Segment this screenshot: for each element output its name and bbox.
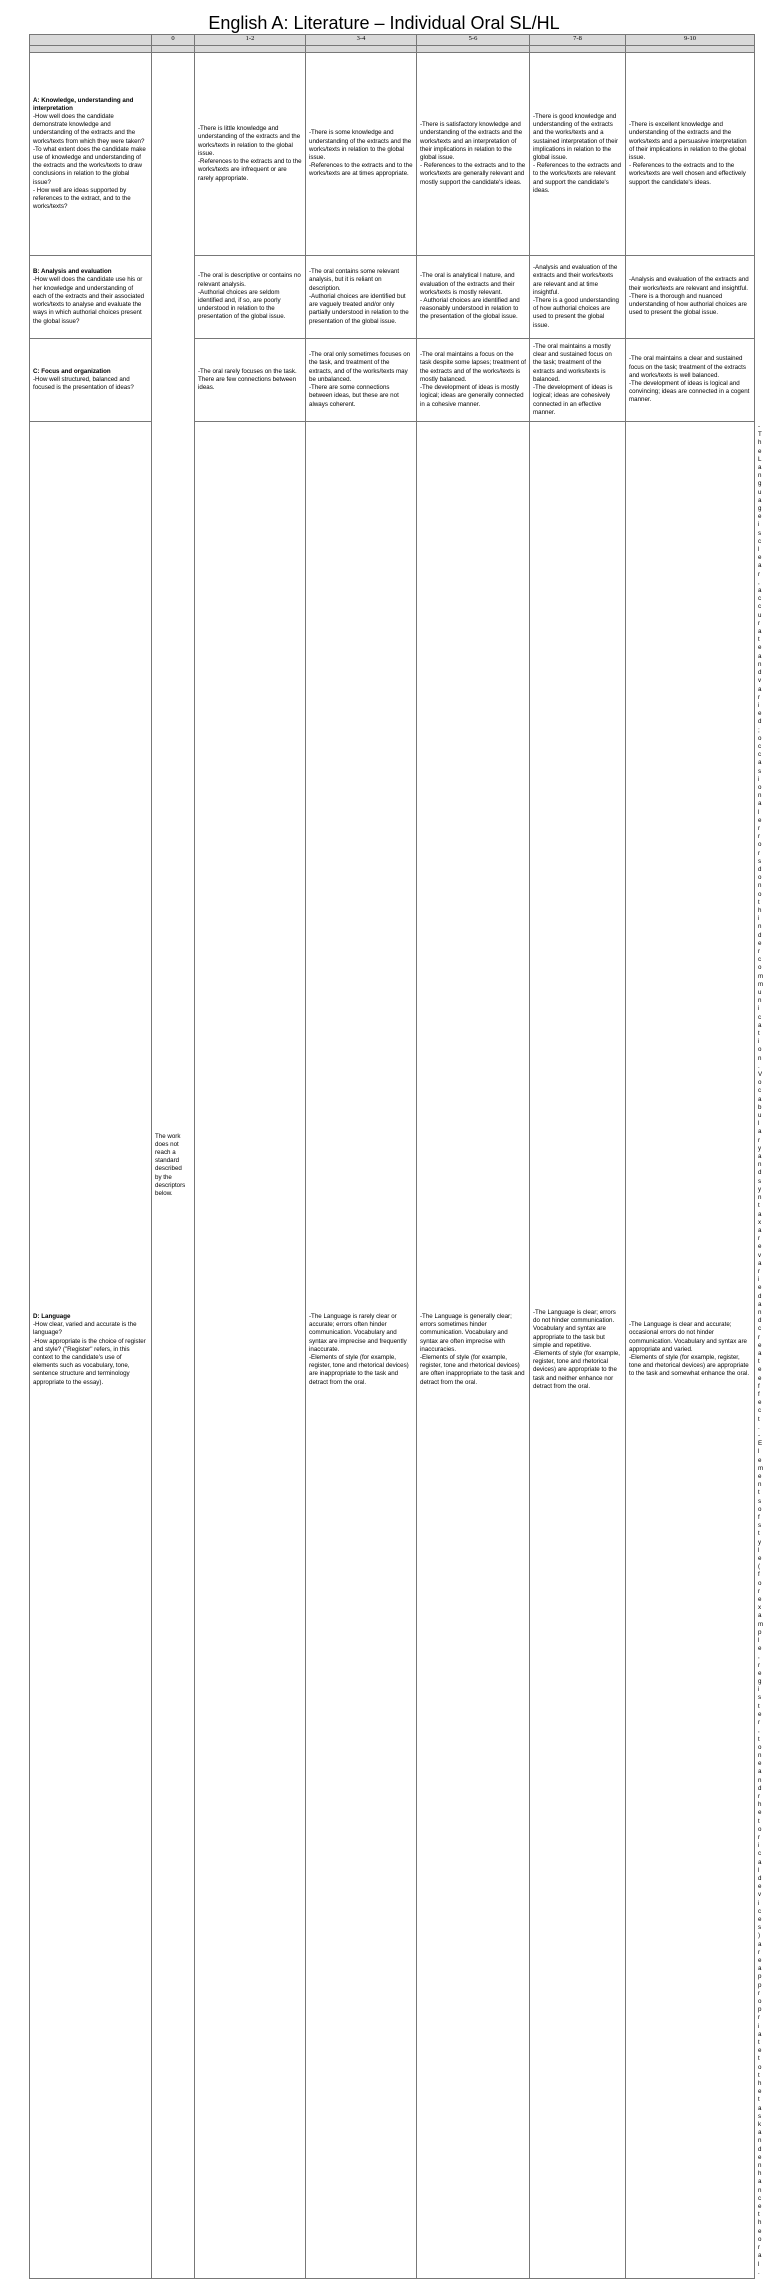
band-header-1-2: 1-2 (195, 35, 306, 46)
band-header-7-8: 7-8 (530, 35, 626, 46)
descriptor-cell (417, 53, 530, 256)
descriptor-line: -There is little knowledge and understanding of the extracts and the works/texts in relation to the global issue. (198, 125, 301, 157)
criterion-row-c (30, 339, 755, 422)
zero-line: The work (155, 1132, 181, 1140)
descriptor-line: -Authorial choices are seldom identified and, if so, are poorly understood in relation to the presentation of the global issue. (198, 288, 286, 321)
descriptor-cell (195, 339, 306, 422)
descriptor-line: -The oral only sometimes focuses on the task, and treatment of the extracts, and of the works/texts may be unbalanced. (309, 351, 411, 383)
descriptor-line: -The Language is clear and accurate; occasional errors do not hinder communication. Vocabulary and syntax are appropriate and varied. (629, 1321, 747, 1353)
descriptor-line: -The oral is analytical l nature, and evaluation of the extracts and their works/texts is mostly relevant. (420, 272, 515, 296)
descriptor-cell (530, 256, 626, 339)
band-header-row (30, 35, 755, 46)
criterion-question: -To what extent does the candidate make use of knowledge and understanding of the extracts and the works/texts to draw conclusions in relation to the global issue? (33, 145, 146, 186)
descriptor-line: -References to the extracts and to the works/texts are at times appropriate. (309, 162, 413, 178)
descriptor-line: -The Language is rarely clear or accurate; errors often hinder communication. Vocabulary and syntax are imprecise and frequently inaccurate. (309, 1313, 407, 1353)
zero-line: reach a (155, 1149, 176, 1157)
zero-line: by the (155, 1173, 172, 1181)
zero-line: does not (155, 1140, 179, 1148)
descriptor-line: -Analysis and evaluation of the extracts and their works/texts are relevant and at time insightful. (533, 264, 618, 296)
descriptor-cell (417, 339, 530, 422)
descriptor-line: -The oral maintains a clear and sustained focus on the task; treatment of the extracts and works/texts is well balanced. (629, 355, 746, 379)
criterion-b-description (30, 256, 152, 339)
descriptor-cell (195, 53, 306, 256)
descriptor-cell (417, 256, 530, 339)
descriptor-cell (626, 339, 755, 422)
criterion-question: - How well are ideas supported by references to the extract, and to the works/texts? (33, 186, 131, 211)
descriptor-cell (530, 422, 626, 2279)
descriptor-line: -The oral is descriptive or contains no relevant analysis. (198, 272, 301, 288)
descriptor-line: -The development of ideas is mostly logical; ideas are generally connected in a cohesive manner. (420, 384, 524, 408)
descriptor-line: - Authorial choices are identified and reasonably understood in relation to the presentation of the global issue. (420, 297, 520, 321)
spacer-row (30, 46, 755, 53)
descriptor-line: -The oral rarely focuses on the task. There are few connections between ideas. (198, 367, 297, 392)
descriptor-line: -There is a good understanding of how authorial choices are used to present the global issue. (533, 297, 619, 329)
band-header-9-10: 9-10 (626, 35, 755, 46)
criterion-row-b (30, 256, 755, 339)
descriptor-cell (417, 422, 530, 2279)
descriptor-line: -There is some knowledge and understanding of the extracts and the works/texts in relation to the global issue. (309, 129, 412, 161)
descriptor-line: -There is satisfactory knowledge and understanding of the extracts and the works/texts and an interpretation of their implications in relation to the global issue. (420, 121, 523, 161)
page-title: English A: Literature – Individual Oral SL/HL (208, 13, 560, 33)
zero-line: descriptors (155, 1181, 186, 1189)
descriptor-line: -Analysis and evaluation of the extracts and their works/texts are relevant and insightful. (629, 276, 749, 292)
descriptor-line: - References to the extracts and to the works/texts are well chosen and effectively support the candidate's ideas. (629, 162, 746, 186)
rubric-table (29, 34, 764, 2279)
criterion-title: C: Focus and organization (33, 367, 111, 375)
descriptor-line: -Elements of style (for example, register, tone and rhetorical devices) are appropriate to the task and neither enhance nor detract from the oral. (533, 1349, 620, 1390)
descriptor-line: -Elements of style (for example, register, tone and rhetorical devices) are inappropriate to the task and detract from the oral. (309, 1354, 409, 1386)
criterion-header (30, 35, 152, 46)
descriptor-line: -There are some connections between ideas, but these are not always coherent. (309, 384, 399, 408)
descriptor-cell (195, 256, 306, 339)
descriptor-line: -The oral maintains a mostly clear and sustained focus on the task; treatment of the extracts and works/texts is balanced. (533, 343, 612, 383)
descriptor-cell (306, 339, 417, 422)
descriptor-cell (626, 422, 755, 2279)
descriptor-line: -Elements of style (for example, register, tone and rhetorical devices) are often inappropriate to the task and detract from the oral. (420, 1354, 525, 1386)
descriptor-cell (530, 53, 626, 256)
descriptor-line: -References to the extracts and to the works/texts are infrequent or are rarely appropriate. (198, 158, 302, 182)
descriptor-cell (626, 256, 755, 339)
criterion-question: -How clear, varied and accurate is the language? (33, 1321, 137, 1337)
criterion-title: A: Knowledge, understanding and interpretation (33, 96, 134, 112)
criterion-question: -How appropriate is the choice of register and style? ("Register" refers, in this context to the candidate's use of elements such as vocabulary, tone, sentence structure and terminology appropriate to the essay). (33, 1337, 146, 1386)
criterion-question: -How well does the candidate demonstrate knowledge and understanding of the extracts and the works/texts from which they were taken? (33, 112, 145, 145)
descriptor-cell (530, 339, 626, 422)
descriptor-line: -Elements of style (for example, register, tone and rhetorical devices) are appropriate to the task and somewhat enhance the oral. (629, 1354, 750, 1378)
descriptor-line: -The Language is generally clear; errors sometimes hinder communication. Vocabulary and syntax are often imprecise with inaccuracies. (420, 1313, 512, 1353)
band-header-3-4: 3-4 (306, 35, 417, 46)
descriptor-line: -There is a thorough and nuanced understanding of how authorial choices are used to present the global issue. (629, 292, 747, 317)
descriptor-line: -The development of ideas is logical; ideas are cohesively connected in an effective manner. (533, 384, 613, 416)
band-0-empty-cell (195, 422, 306, 2279)
descriptor-cell (626, 53, 755, 256)
band-header-5-6: 5-6 (417, 35, 530, 46)
descriptor-cell (306, 256, 417, 339)
descriptor-line: -Authorial choices are identified but are vaguely treated and/or only partially understood in relation to the presentation of the global issue. (309, 292, 409, 325)
descriptor-line: -The Language is clear; errors do not hinder communication. Vocabulary and syntax are appropriate to the task but simple and repetitive. (533, 1308, 616, 1349)
criterion-d-description (30, 422, 152, 2279)
descriptor-line: - References to the extracts and to the works/texts are generally relevant and mostly support the candidate's ideas. (420, 162, 526, 186)
criterion-c-description (30, 339, 152, 422)
descriptor-cell (306, 53, 417, 256)
descriptor-line: -There is good knowledge and understanding of the extracts and the works/texts and a sustained interpretation of their implications in relation to the global issue. (533, 112, 618, 161)
descriptor-line: - References to the extracts and to the works/texts are relevant and support the candidate's ideas. (533, 162, 622, 194)
descriptor-line: -There is excellent knowledge and understanding of the extracts and the works/texts and a persuasive interpretation of their implications in relation to the global issue. (629, 121, 747, 161)
band-header-0: 0 (152, 35, 195, 46)
criterion-question: -How well structured, balanced and focused is the presentation of ideas? (33, 375, 134, 392)
criterion-question: -How well does the candidate use his or her knowledge and understanding of each of the extracts and their associated works/texts to analyse and evaluate the ways in which authorial choices present the global issue? (33, 276, 145, 325)
criterion-row-d: D: Language -How clear, varied and accurate is the language? -How appropriate is the choice of register and style? ("Register" refers, in this context to the candidate's use of elements such as vocabulary, tone, sentence structure and terminology appropriate to the essay). -The Language is rarely clear or accurate; errors often hinder communication. Vocabulary and syntax are imprecise and frequently inaccurate. -Elements of style (for example, register, tone and rhetorical devices) are inappropriate to the task and detract from the oral. -The Language is generally clear; errors sometimes hinder communication. Vocabulary and syntax are often imprecise with inaccuracies. -Elements of style (for example, register, tone and rhetorical devices) are often inappropriate to the task and detract from the oral. -The Language is clear; errors do not hinder communication. Vocabulary and syntax are appropriate to the task but simple and repetitive. -Elements of style (for example, register, tone and rhetorical devices) are appropriate to the task and neither enhance nor detract from the oral. -The Language is clear and accurate; occasional errors do not hinder communication. Vocabulary and syntax are appropriate and varied. -Elements of style (for example, register, tone and rhetorical devices) are appropriate to the task and somewhat enhance the oral. -The Language is clear, accurate and varied; occasional errors do not hinder communication. Vocabulary and syntax are varied and create effect. -Elements of style (for example, register, tone and rhetorical devices) are appropriate to the task and enhance the oral. (30, 422, 755, 2279)
descriptor-line: -The oral maintains a focus on the task despite some lapses; treatment of the extracts and of the works/texts is mostly balanced. (420, 351, 526, 383)
descriptor-cell (306, 422, 417, 2279)
zero-line: standard (155, 1157, 180, 1165)
zero-line: below. (155, 1190, 173, 1198)
criterion-row-a (30, 53, 755, 256)
zero-line: described (155, 1165, 182, 1173)
band-0-descriptor (152, 53, 195, 2279)
criterion-title: B: Analysis and evaluation (33, 268, 112, 276)
criterion-a-description (30, 53, 152, 256)
descriptor-line: -The development of ideas is logical and convincing; ideas are connected in a cogent manner. (629, 380, 750, 404)
descriptor-line: -The oral contains some relevant analysis, but it is reliant on description. (309, 268, 400, 292)
criterion-title: D: Language (33, 1313, 71, 1321)
